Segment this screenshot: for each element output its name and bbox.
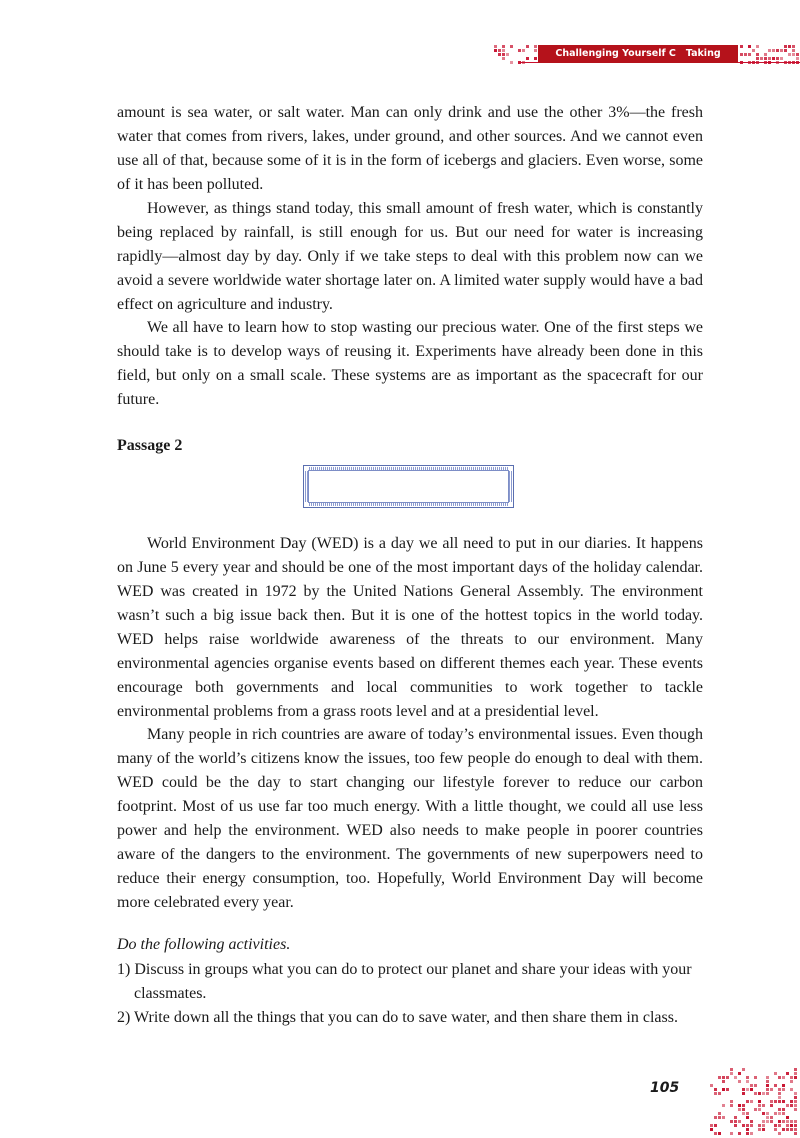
decor-pixel: [762, 1128, 765, 1131]
decor-pixel: [742, 1092, 745, 1095]
decor-pixel: [534, 45, 537, 48]
decor-pixel: [794, 1124, 797, 1127]
decor-pixel: [790, 1100, 793, 1103]
header-title: [538, 45, 738, 77]
decor-pixel: [790, 1076, 793, 1079]
decor-pixel: [754, 1092, 757, 1095]
decor-pixel: [756, 53, 759, 56]
decor-pixel: [794, 1128, 797, 1131]
decor-pixel: [726, 1088, 729, 1091]
decor-pixel: [780, 49, 783, 52]
decor-pixel: [740, 61, 743, 64]
decor-pixel: [776, 49, 779, 52]
decor-pixel: [752, 61, 755, 64]
decor-pixel: [778, 1100, 781, 1103]
decor-pixel: [764, 61, 767, 64]
decor-pixel: [760, 57, 763, 60]
decor-pixel: [794, 1072, 797, 1075]
decor-pixel: [722, 1080, 725, 1083]
decor-pixel: [756, 57, 759, 60]
decor-pixel: [778, 1096, 781, 1099]
decor-pixel: [758, 1124, 761, 1127]
decor-pixel: [756, 61, 759, 64]
decor-pixel: [770, 1116, 773, 1119]
decor-pixel: [494, 45, 497, 48]
decor-pixel: [790, 1128, 793, 1131]
decor-pixel: [784, 49, 787, 52]
decor-pixel: [770, 1104, 773, 1107]
decor-pixel: [782, 1108, 785, 1111]
decor-pixel: [510, 61, 513, 64]
decor-pixel: [794, 1120, 797, 1123]
decor-pixel: [786, 1128, 789, 1131]
decor-pixel: [534, 57, 537, 60]
decor-pixel: [772, 57, 775, 60]
decor-pixel: [710, 1084, 713, 1087]
frame-inner-border: [308, 470, 509, 503]
frame-bottom-hatching: [309, 503, 508, 506]
decor-pixel: [794, 1068, 797, 1071]
decor-pixel: [526, 57, 529, 60]
decor-pixel: [744, 53, 747, 56]
page-number: 105: [650, 1080, 680, 1096]
decor-pixel: [796, 57, 799, 60]
decor-pixel: [498, 53, 501, 56]
decor-pixel: [746, 1124, 749, 1127]
decor-pixel: [792, 49, 795, 52]
decor-pixel: [740, 45, 743, 48]
decor-pixel: [746, 1080, 749, 1083]
decor-pixel: [510, 45, 513, 48]
decor-pixel: [774, 1072, 777, 1075]
decor-pixel: [778, 1124, 781, 1127]
decor-pixel: [502, 49, 505, 52]
decor-pixel: [730, 1104, 733, 1107]
activity-item-1: 1) Discuss in groups what you can do to protect our planet and share your ideas with your classmates.: [117, 961, 692, 1002]
decor-pixel: [742, 1088, 745, 1091]
decor-pixel: [734, 1076, 737, 1079]
decor-pixel: [750, 1088, 753, 1091]
decor-pixel: [762, 1104, 765, 1107]
decor-pixel: [742, 1112, 745, 1115]
decor-pixel: [726, 1076, 729, 1079]
decor-pixel: [714, 1132, 717, 1135]
decor-pixel: [784, 45, 787, 48]
title-image-frame: [303, 465, 514, 508]
decor-pixel: [766, 1120, 769, 1123]
decor-pixel: [772, 49, 775, 52]
decor-pixel: [782, 1076, 785, 1079]
decor-pixel: [786, 1116, 789, 1119]
passage1-paragraph-3: We all have to learn how to stop wasting our precious water. One of the first steps we should take is to develop ways of reusing it. Experiments have already been done in this field, but only on a small scale. These systems are as important as the spacecraft for our future.: [117, 319, 703, 408]
decor-pixel: [790, 1120, 793, 1123]
decor-pixel: [718, 1092, 721, 1095]
decor-pixel: [526, 45, 529, 48]
decor-pixel: [718, 1132, 721, 1135]
decor-pixel: [714, 1092, 717, 1095]
decor-pixel: [746, 1100, 749, 1103]
decor-pixel: [758, 1104, 761, 1107]
decor-pixel: [750, 1084, 753, 1087]
decor-pixel: [518, 61, 521, 64]
decor-pixel: [758, 1108, 761, 1111]
decor-pixel: [730, 1072, 733, 1075]
decor-pixel: [796, 53, 799, 56]
decor-pixel: [770, 1120, 773, 1123]
activity-item-2: 2) Write down all the things that you can do to save water, and then share them in class.: [117, 1009, 678, 1026]
decor-pixel: [746, 1116, 749, 1119]
decor-pixel: [718, 1112, 721, 1115]
decor-pixel: [794, 1092, 797, 1095]
decor-pixel: [762, 1112, 765, 1115]
decor-pixel: [738, 1080, 741, 1083]
decor-pixel: [746, 1128, 749, 1131]
decor-pixel: [730, 1068, 733, 1071]
passage2-paragraph-1: World Environment Day (WED) is a day we all need to put in our diaries. It happens on June 5 every year and should be one of the most important days of the holiday calendar. WED was created in 1972 by the United Nations General Assembly. The environment wasn’t such a big issue back then. But it is one of the hottest topics in the world today. WED helps raise worldwide awareness of the threats to our environment. Many environmental agencies organise events based on different themes each year. These events encourage both governments and local communities to work together to tackle environmental problems from a grass roots level and at a presidential level.: [117, 535, 703, 720]
decor-pixel: [722, 1116, 725, 1119]
decor-pixel: [796, 61, 799, 64]
decor-pixel: [502, 53, 505, 56]
decor-pixel: [788, 53, 791, 56]
decor-pixel: [786, 1104, 789, 1107]
decor-pixel: [766, 1092, 769, 1095]
decor-pixel: [782, 1128, 785, 1131]
decor-pixel: [754, 1108, 757, 1111]
decor-pixel: [746, 1112, 749, 1115]
passage2-heading: Passage 2: [117, 437, 183, 454]
decor-pixel: [718, 1116, 721, 1119]
decor-pixel: [738, 1104, 741, 1107]
decor-pixel: [770, 1088, 773, 1091]
decor-pixel: [710, 1128, 713, 1131]
decor-pixel: [518, 49, 521, 52]
decor-pixel: [748, 45, 751, 48]
frame-right-hatching: [509, 471, 512, 502]
decor-pixel: [778, 1076, 781, 1079]
decor-pixel: [730, 1132, 733, 1135]
decor-pixel: [762, 1092, 765, 1095]
decor-pixel: [774, 1124, 777, 1127]
decor-pixel: [746, 1088, 749, 1091]
decor-pixel: [792, 61, 795, 64]
decor-pixel: [794, 1100, 797, 1103]
decor-pixel: [774, 1084, 777, 1087]
header-section: Challenging Yourself C: [555, 48, 676, 59]
decor-pixel: [782, 1112, 785, 1115]
decor-pixel: [502, 57, 505, 60]
decor-pixel: [742, 1108, 745, 1111]
decor-pixel: [766, 1112, 769, 1115]
decor-pixel: [782, 1120, 785, 1123]
decor-pixel: [766, 1116, 769, 1119]
decor-pixel: [786, 1072, 789, 1075]
decor-pixel: [714, 1088, 717, 1091]
decor-pixel: [750, 1124, 753, 1127]
decor-pixel: [506, 53, 509, 56]
decor-pixel: [768, 57, 771, 60]
decor-pixel: [746, 1132, 749, 1135]
decor-pixel: [730, 1100, 733, 1103]
decor-pixel: [782, 1084, 785, 1087]
decor-pixel: [498, 49, 501, 52]
decor-pixel: [534, 49, 537, 52]
decor-pixel: [722, 1104, 725, 1107]
decor-pixel: [734, 1116, 737, 1119]
decor-pixel: [754, 1076, 757, 1079]
decor-pixel: [794, 1104, 797, 1107]
decor-pixel: [788, 45, 791, 48]
decor-pixel: [766, 1080, 769, 1083]
decor-pixel: [778, 1132, 781, 1135]
decor-pixel: [754, 1084, 757, 1087]
decor-pixel: [718, 1076, 721, 1079]
decor-pixel: [790, 1104, 793, 1107]
decor-pixel: [778, 1108, 781, 1111]
decor-pixel: [758, 1128, 761, 1131]
decor-pixel: [758, 1092, 761, 1095]
decor-pixel: [738, 1120, 741, 1123]
decor-pixel: [734, 1124, 737, 1127]
passage1-paragraph-1: amount is sea water, or salt water. Man can only drink and use the other 3%—the fresh water that comes from rivers, lakes, under ground, and other sources. And we cannot even use all of that, because some of it is in the form of icebergs and glaciers. Even worse, some of it has been polluted.: [117, 104, 703, 193]
decor-pixel: [738, 1132, 741, 1135]
decor-pixel: [738, 1072, 741, 1075]
decor-pixel: [522, 61, 525, 64]
decor-pixel: [768, 49, 771, 52]
decor-pixel: [764, 57, 767, 60]
decor-pixel: [774, 1128, 777, 1131]
decor-pixel: [758, 1100, 761, 1103]
decor-pixel: [764, 53, 767, 56]
decor-pixel: [774, 1100, 777, 1103]
passage2-paragraph-2: Many people in rich countries are aware of today’s environmental issues. Even though many of the world’s citizens know the issues, too few people do enough to deal with them. WED could be the day to start changing our lifestyle forever to reduce our carbon footprint. Most of us use far too much energy. With a little thought, we could all use less power and help the environment. WED also needs to make people in poorer countries aware of the dangers to the environment. The governments of new superpowers need to reduce their energy consumption, too. Hopefully, World Environment Day will become more celebrated every year.: [117, 726, 703, 911]
decor-pixel: [782, 1100, 785, 1103]
decor-pixel: [742, 1124, 745, 1127]
decor-pixel: [794, 1132, 797, 1135]
decor-pixel: [786, 1120, 789, 1123]
decor-pixel: [782, 1088, 785, 1091]
decor-pixel: [778, 1112, 781, 1115]
decor-pixel: [740, 53, 743, 56]
decor-pixel: [790, 1124, 793, 1127]
decor-pixel: [742, 1068, 745, 1071]
decor-pixel: [786, 1124, 789, 1127]
decor-pixel: [784, 61, 787, 64]
decor-pixel: [714, 1116, 717, 1119]
decor-pixel: [766, 1084, 769, 1087]
decor-pixel: [710, 1124, 713, 1127]
decor-pixel: [748, 61, 751, 64]
decor-pixel: [766, 1088, 769, 1091]
decor-pixel: [762, 1120, 765, 1123]
decor-pixel: [780, 57, 783, 60]
activities-heading: Do the following activities.: [117, 936, 291, 953]
passage1-paragraph-2: However, as things stand today, this small amount of fresh water, which is constantly being replaced by rainfall, is still enough for us. But our need for water is increasing rapidly—almost day by day. Only if we take steps to deal with this problem now can we avoid a severe worldwide water shortage later on. A limited water supply would have a bad effect on agriculture and industry.: [117, 200, 703, 313]
decor-pixel: [778, 1088, 781, 1091]
decor-pixel: [738, 1108, 741, 1111]
decor-pixel: [790, 1088, 793, 1091]
decor-pixel: [788, 61, 791, 64]
decor-pixel: [770, 1100, 773, 1103]
decor-pixel: [794, 1076, 797, 1079]
decor-pixel: [756, 45, 759, 48]
decor-pixel: [722, 1088, 725, 1091]
decor-pixel: [768, 61, 771, 64]
decor-pixel: [750, 1120, 753, 1123]
decor-pixel: [714, 1124, 717, 1127]
decor-pixel: [776, 61, 779, 64]
decor-pixel: [746, 1076, 749, 1079]
decor-pixel: [776, 57, 779, 60]
decor-pixel: [792, 53, 795, 56]
decor-pixel: [790, 1080, 793, 1083]
decor-pixel: [766, 1076, 769, 1079]
decor-pixel: [792, 45, 795, 48]
decor-pixel: [774, 1112, 777, 1115]
decor-pixel: [750, 1132, 753, 1135]
decor-pixel: [722, 1076, 725, 1079]
decor-pixel: [762, 1124, 765, 1127]
decor-pixel: [752, 49, 755, 52]
decor-pixel: [742, 1104, 745, 1107]
decor-pixel: [778, 1092, 781, 1095]
decor-pixel: [794, 1108, 797, 1111]
decor-pixel: [748, 53, 751, 56]
header-unit: Taking Action: [620, 48, 721, 77]
decor-pixel: [730, 1120, 733, 1123]
decor-pixel: [750, 1100, 753, 1103]
decor-pixel: [522, 49, 525, 52]
decor-pixel: [794, 1096, 797, 1099]
decor-pixel: [494, 49, 497, 52]
decor-pixel: [778, 1120, 781, 1123]
decor-pixel: [502, 45, 505, 48]
decor-pixel: [734, 1120, 737, 1123]
